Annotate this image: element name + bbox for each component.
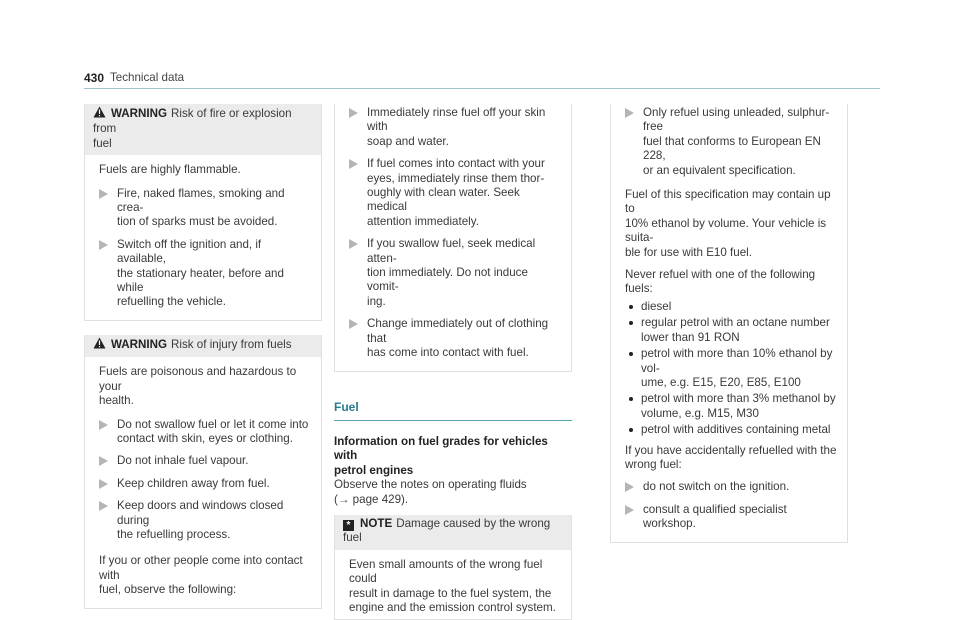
step-line: do not switch on the ignition.: [643, 480, 837, 494]
step-line: has come into contact with fuel.: [367, 346, 561, 360]
header-rule: [84, 88, 880, 89]
step-line: Keep children away from fuel.: [117, 477, 311, 491]
step-line: refuelling the vehicle.: [117, 295, 311, 309]
warning-text-line: Risk of injury from fuels: [171, 338, 291, 351]
arrow-right-icon: [625, 108, 634, 118]
observe-notes: [334, 478, 572, 507]
continued-note-box: [610, 104, 848, 543]
warning-triangle-icon: [93, 106, 107, 122]
arrow-right-icon: [99, 479, 108, 489]
warning-text-line: Risk of fire or explosion from: [93, 107, 292, 135]
intro-line: Fuels are poisonous and hazardous to your: [99, 365, 311, 394]
injury-warning-box: [84, 335, 322, 609]
step-line: oughly with clean water. Seek medical: [367, 186, 561, 215]
paragraph: [625, 444, 837, 473]
instruction-step: [349, 157, 561, 229]
step-line: If fuel comes into contact with your: [367, 157, 561, 171]
list-item-line: petrol with additives containing metal: [641, 423, 837, 437]
note-box: [334, 515, 572, 620]
page-number: 430: [84, 71, 104, 85]
instruction-step: [625, 106, 837, 178]
arrow-right-icon: [349, 319, 358, 329]
subheading-line: petrol engines: [334, 464, 572, 478]
list-item-line: lower than 91 RON: [641, 331, 837, 345]
warning-title: WARNING: [111, 338, 167, 351]
arrow-right-icon: [99, 420, 108, 430]
list-item-line: volume, e.g. M15, M30: [641, 407, 837, 421]
step-line: Do not inhale fuel vapour.: [117, 454, 311, 468]
arrow-right-icon: [99, 456, 108, 466]
subheading: [334, 435, 572, 478]
fuel-section: [334, 400, 572, 620]
step-line: attention immediately.: [367, 215, 561, 229]
section-title: Fuel: [334, 400, 572, 421]
step-line: fuel that conforms to European EN 228,: [643, 135, 837, 164]
arrow-right-icon: [625, 482, 634, 492]
outro-line: fuel, observe the following:: [99, 583, 311, 597]
step-line: tion immediately. Do not induce vomit-: [367, 266, 561, 295]
warning-header: [85, 104, 321, 155]
paragraph: [625, 188, 837, 260]
list-item-line: diesel: [641, 300, 837, 314]
column-2: [334, 104, 572, 620]
paragraph-line: ble for use with E10 fuel.: [625, 246, 837, 260]
step-line: consult a qualified specialist workshop.: [643, 503, 837, 532]
paragraph-line: wrong fuel:: [625, 458, 837, 472]
step-line: the stationary heater, before and while: [117, 267, 311, 296]
step-line: or an equivalent specification.: [643, 164, 837, 178]
instruction-step: [625, 503, 837, 532]
warning-title: WARNING: [111, 107, 167, 120]
instruction-step: [349, 106, 561, 149]
instruction-step: [625, 480, 837, 494]
instruction-step: [99, 418, 311, 447]
arrow-right-icon: [349, 239, 358, 249]
warning-body: [85, 357, 321, 607]
list-item: [625, 347, 837, 390]
step-line: Only refuel using unleaded, sulphur-free: [643, 106, 837, 135]
note-body: [611, 104, 847, 542]
list-item-line: ume, e.g. E15, E20, E85, E100: [641, 376, 837, 390]
instruction-step: [349, 237, 561, 309]
step-line: Fire, naked flames, smoking and crea-: [117, 187, 311, 216]
arrow-right-icon: [349, 159, 358, 169]
note-line: Even small amounts of the wrong fuel could: [349, 558, 561, 587]
note-body: [335, 550, 571, 620]
warning-body: [85, 155, 321, 320]
step-line: If you swallow fuel, seek medical atten-: [367, 237, 561, 266]
note-header: [335, 515, 571, 550]
step-line: Change immediately out of clothing that: [367, 317, 561, 346]
warning-intro: Fuels are highly flammable.: [99, 163, 311, 177]
note-line: engine and the emission control system.: [349, 601, 561, 615]
bullet-icon: [629, 352, 633, 356]
list-item-line: regular petrol with an octane number: [641, 316, 837, 330]
step-line: Immediately rinse fuel off your skin with: [367, 106, 561, 135]
list-item-line: petrol with more than 10% ethanol by vol-: [641, 347, 837, 376]
observe-line: Observe the notes on operating fluids: [334, 478, 572, 492]
instruction-step: [99, 454, 311, 468]
list-item: [625, 423, 837, 437]
warning-intro: [99, 365, 311, 408]
bullet-icon: [629, 305, 633, 309]
arrow-right-icon: [99, 189, 108, 199]
continued-warning-box: [334, 104, 572, 372]
step-line: ing.: [367, 295, 561, 309]
step-line: Do not swallow fuel or let it come into: [117, 418, 311, 432]
list-item: [625, 300, 837, 314]
list-item-line: petrol with more than 3% methanol by: [641, 392, 837, 406]
paragraph-line: 10% ethanol by volume. Your vehicle is suita-: [625, 217, 837, 246]
bullet-icon: [629, 397, 633, 401]
note-star-icon: *: [343, 520, 354, 531]
step-line: soap and water.: [367, 135, 561, 149]
note-line: result in damage to the fuel system, the: [349, 587, 561, 601]
note-title: NOTE: [360, 517, 392, 530]
bullet-icon: [629, 428, 633, 432]
instruction-step: [349, 317, 561, 360]
step-line: the refuelling process.: [117, 528, 311, 542]
step-line: Switch off the ignition and, if available,: [117, 238, 311, 267]
arrow-right-icon: [625, 505, 634, 515]
outro-line: If you or other people come into contact with: [99, 554, 311, 583]
note-text: Damage caused by the wrong fuel: [343, 517, 550, 544]
fire-warning-box: [84, 104, 322, 321]
subheading-line: Information on fuel grades for vehicles with: [334, 435, 572, 464]
warning-triangle-icon: [93, 337, 107, 353]
paragraph-line: Fuel of this specification may contain up to: [625, 188, 837, 217]
paragraph-line: If you have accidentally refuelled with the: [625, 444, 837, 458]
instruction-step: [99, 187, 311, 230]
bullet-icon: [629, 321, 633, 325]
arrow-right-icon: [349, 108, 358, 118]
chapter-title: Technical data: [110, 71, 184, 85]
paragraph: Never refuel with one of the following fuels:: [625, 268, 837, 297]
step-line: tion of sparks must be avoided.: [117, 215, 311, 229]
warning-body: [335, 104, 571, 371]
arrow-right-icon: [99, 240, 108, 250]
instruction-step: [99, 499, 311, 542]
instruction-step: [99, 238, 311, 310]
column-3: [610, 104, 848, 543]
step-line: contact with skin, eyes or clothing.: [117, 432, 311, 446]
warning-outro: [99, 554, 311, 597]
instruction-step: [99, 477, 311, 491]
page-reference-link[interactable]: (→ page 429).: [334, 493, 572, 507]
intro-line: health.: [99, 394, 311, 408]
list-item: [625, 316, 837, 345]
warning-header: [85, 335, 321, 357]
warning-text-line: fuel: [93, 137, 313, 151]
step-line: eyes, immediately rinse them thor-: [367, 172, 561, 186]
arrow-right-icon: [99, 501, 108, 511]
fuel-list: [625, 300, 837, 438]
page-header: [84, 71, 880, 87]
step-line: Keep doors and windows closed during: [117, 499, 311, 528]
list-item: [625, 392, 837, 421]
